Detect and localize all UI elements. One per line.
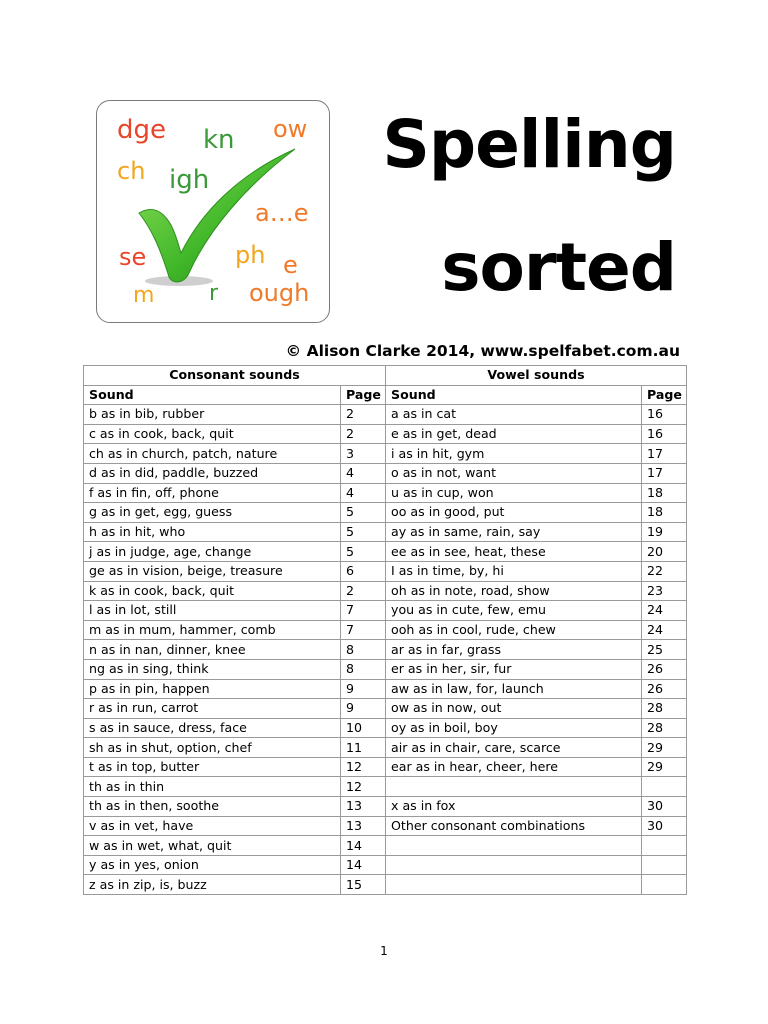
vowel-page-cell: 29 bbox=[642, 738, 687, 758]
vowel-page-cell: 17 bbox=[642, 444, 687, 464]
consonant-page-cell: 12 bbox=[341, 777, 386, 797]
vowel-sound-cell: ee as in see, heat, these bbox=[386, 542, 642, 562]
page-title-line-1: Spelling bbox=[382, 106, 676, 183]
vowel-sound-cell: a as in cat bbox=[386, 405, 642, 425]
consonant-sound-cell: h as in hit, who bbox=[84, 522, 341, 542]
vowel-page-cell: 29 bbox=[642, 757, 687, 777]
vowel-page-cell: 17 bbox=[642, 463, 687, 483]
consonant-sound-cell: y as in yes, onion bbox=[84, 855, 341, 875]
vowel-page-cell: 26 bbox=[642, 679, 687, 699]
vowel-sound-cell: ar as in far, grass bbox=[386, 640, 642, 660]
vowel-page-cell: 18 bbox=[642, 503, 687, 523]
table-row bbox=[84, 424, 687, 444]
table-row bbox=[84, 855, 687, 875]
consonant-page-cell: 5 bbox=[341, 542, 386, 562]
consonant-page-cell: 5 bbox=[341, 503, 386, 523]
consonant-sound-cell: r as in run, carrot bbox=[84, 699, 341, 719]
consonant-page-cell: 11 bbox=[341, 738, 386, 758]
table-row bbox=[84, 561, 687, 581]
vowel-sound-cell: oh as in note, road, show bbox=[386, 581, 642, 601]
logo-word-se: se bbox=[119, 243, 147, 271]
vowel-page-column-header: Page bbox=[642, 385, 687, 405]
vowel-sound-cell: ow as in now, out bbox=[386, 699, 642, 719]
consonant-sound-cell: s as in sauce, dress, face bbox=[84, 718, 341, 738]
consonant-page-cell: 13 bbox=[341, 797, 386, 817]
vowel-sound-cell: oy as in boil, boy bbox=[386, 718, 642, 738]
consonant-page-cell: 4 bbox=[341, 483, 386, 503]
vowel-page-cell: 28 bbox=[642, 718, 687, 738]
table-row bbox=[84, 797, 687, 817]
vowel-sound-cell: x as in fox bbox=[386, 797, 642, 817]
vowel-page-cell: 24 bbox=[642, 620, 687, 640]
table-row bbox=[84, 659, 687, 679]
consonant-sound-cell: f as in fin, off, phone bbox=[84, 483, 341, 503]
logo-word-ough: ough bbox=[249, 279, 310, 307]
consonant-page-cell: 2 bbox=[341, 405, 386, 425]
logo-word-e: e bbox=[283, 251, 298, 279]
vowel-sound-column-header: Sound bbox=[386, 385, 642, 405]
consonant-page-cell: 9 bbox=[341, 679, 386, 699]
vowel-sound-cell: ear as in hear, cheer, here bbox=[386, 757, 642, 777]
logo-word-ow: ow bbox=[273, 115, 308, 143]
vowel-sound-cell bbox=[386, 777, 642, 797]
consonant-sound-cell: t as in top, butter bbox=[84, 757, 341, 777]
consonant-sound-cell: l as in lot, still bbox=[84, 601, 341, 621]
vowel-page-cell: 20 bbox=[642, 542, 687, 562]
consonant-page-cell: 13 bbox=[341, 816, 386, 836]
vowel-sound-cell: i as in hit, gym bbox=[386, 444, 642, 464]
table-row bbox=[84, 503, 687, 523]
table-row bbox=[84, 620, 687, 640]
consonant-page-column-header: Page bbox=[341, 385, 386, 405]
table-row bbox=[84, 836, 687, 856]
logo-word-ph: ph bbox=[235, 241, 266, 269]
consonant-sound-cell: b as in bib, rubber bbox=[84, 405, 341, 425]
consonant-sound-cell: th as in thin bbox=[84, 777, 341, 797]
vowel-sound-cell: o as in not, want bbox=[386, 463, 642, 483]
consonant-page-cell: 2 bbox=[341, 581, 386, 601]
consonant-sound-cell: w as in wet, what, quit bbox=[84, 836, 341, 856]
vowel-page-cell: 24 bbox=[642, 601, 687, 621]
vowel-page-cell bbox=[642, 836, 687, 856]
vowel-page-cell bbox=[642, 875, 687, 895]
consonant-page-cell: 10 bbox=[341, 718, 386, 738]
copyright-notice: © Alison Clarke 2014, www.spelfabet.com.au bbox=[285, 342, 680, 360]
vowel-page-cell: 23 bbox=[642, 581, 687, 601]
consonant-page-cell: 6 bbox=[341, 561, 386, 581]
vowel-sound-cell: you as in cute, few, emu bbox=[386, 601, 642, 621]
vowel-sound-cell: u as in cup, won bbox=[386, 483, 642, 503]
consonant-sound-cell: p as in pin, happen bbox=[84, 679, 341, 699]
consonant-sound-cell: m as in mum, hammer, comb bbox=[84, 620, 341, 640]
table-row bbox=[84, 601, 687, 621]
vowel-page-cell: 30 bbox=[642, 797, 687, 817]
table-row bbox=[84, 522, 687, 542]
vowel-page-cell: 16 bbox=[642, 405, 687, 425]
consonant-page-cell: 7 bbox=[341, 620, 386, 640]
vowel-page-cell bbox=[642, 777, 687, 797]
logo-word-m: m bbox=[133, 283, 155, 308]
consonant-page-cell: 8 bbox=[341, 640, 386, 660]
vowel-sound-cell bbox=[386, 875, 642, 895]
logo-word-dge: dge bbox=[117, 115, 167, 145]
page-title-line-2: sorted bbox=[441, 229, 676, 306]
consonant-sound-cell: sh as in shut, option, chef bbox=[84, 738, 341, 758]
spelling-logo bbox=[96, 100, 330, 323]
vowel-page-cell: 16 bbox=[642, 424, 687, 444]
consonant-page-cell: 12 bbox=[341, 757, 386, 777]
vowel-sound-cell: aw as in law, for, launch bbox=[386, 679, 642, 699]
vowel-sound-cell: air as in chair, care, scarce bbox=[386, 738, 642, 758]
table-row bbox=[84, 581, 687, 601]
consonant-sounds-heading: Consonant sounds bbox=[84, 366, 386, 386]
consonant-sound-cell: n as in nan, dinner, knee bbox=[84, 640, 341, 660]
logo-word-kn: kn bbox=[203, 125, 235, 155]
table-row bbox=[84, 405, 687, 425]
vowel-page-cell: 28 bbox=[642, 699, 687, 719]
vowel-sound-cell: Other consonant combinations bbox=[386, 816, 642, 836]
consonant-sound-cell: ng as in sing, think bbox=[84, 659, 341, 679]
consonant-sound-cell: g as in get, egg, guess bbox=[84, 503, 341, 523]
consonant-sound-cell: z as in zip, is, buzz bbox=[84, 875, 341, 895]
vowel-sound-cell: oo as in good, put bbox=[386, 503, 642, 523]
vowel-page-cell: 25 bbox=[642, 640, 687, 660]
consonant-page-cell: 4 bbox=[341, 463, 386, 483]
table-row bbox=[84, 679, 687, 699]
vowel-page-cell: 26 bbox=[642, 659, 687, 679]
table-row bbox=[84, 444, 687, 464]
vowel-sound-cell: I as in time, by, hi bbox=[386, 561, 642, 581]
vowel-sound-cell: ooh as in cool, rude, chew bbox=[386, 620, 642, 640]
vowel-page-cell: 22 bbox=[642, 561, 687, 581]
vowel-page-cell: 30 bbox=[642, 816, 687, 836]
table-row bbox=[84, 463, 687, 483]
logo-word-r: r bbox=[209, 281, 219, 306]
vowel-page-cell: 18 bbox=[642, 483, 687, 503]
consonant-sound-cell: d as in did, paddle, buzzed bbox=[84, 463, 341, 483]
consonant-sound-cell: ge as in vision, beige, treasure bbox=[84, 561, 341, 581]
vowel-page-cell bbox=[642, 855, 687, 875]
table-row bbox=[84, 542, 687, 562]
consonant-page-cell: 2 bbox=[341, 424, 386, 444]
consonant-sound-column-header: Sound bbox=[84, 385, 341, 405]
consonant-sound-cell: ch as in church, patch, nature bbox=[84, 444, 341, 464]
page-number: 1 bbox=[380, 944, 388, 958]
vowel-sound-cell bbox=[386, 855, 642, 875]
table-row bbox=[84, 483, 687, 503]
consonant-sound-cell: c as in cook, back, quit bbox=[84, 424, 341, 444]
consonant-sound-cell: k as in cook, back, quit bbox=[84, 581, 341, 601]
consonant-page-cell: 14 bbox=[341, 855, 386, 875]
logo-word-igh: igh bbox=[169, 165, 210, 195]
table-row bbox=[84, 757, 687, 777]
consonant-page-cell: 14 bbox=[341, 836, 386, 856]
consonant-sound-cell: v as in vet, have bbox=[84, 816, 341, 836]
consonant-sound-cell: j as in judge, age, change bbox=[84, 542, 341, 562]
consonant-page-cell: 5 bbox=[341, 522, 386, 542]
consonant-page-cell: 7 bbox=[341, 601, 386, 621]
vowel-sounds-heading: Vowel sounds bbox=[386, 366, 687, 386]
table-row bbox=[84, 718, 687, 738]
sounds-index-table bbox=[83, 365, 687, 895]
table-row bbox=[84, 816, 687, 836]
vowel-sound-cell: er as in her, sir, fur bbox=[386, 659, 642, 679]
table-row bbox=[84, 640, 687, 660]
logo-word-ch: ch bbox=[117, 157, 146, 185]
consonant-sound-cell: th as in then, soothe bbox=[84, 797, 341, 817]
vowel-sound-cell: e as in get, dead bbox=[386, 424, 642, 444]
consonant-page-cell: 3 bbox=[341, 444, 386, 464]
vowel-sound-cell bbox=[386, 836, 642, 856]
vowel-sound-cell: ay as in same, rain, say bbox=[386, 522, 642, 542]
table-row bbox=[84, 738, 687, 758]
table-row bbox=[84, 699, 687, 719]
consonant-page-cell: 9 bbox=[341, 699, 386, 719]
vowel-page-cell: 19 bbox=[642, 522, 687, 542]
logo-word-a-e: a…e bbox=[255, 199, 309, 227]
consonant-page-cell: 8 bbox=[341, 659, 386, 679]
consonant-page-cell: 15 bbox=[341, 875, 386, 895]
table-row bbox=[84, 875, 687, 895]
table-row bbox=[84, 777, 687, 797]
